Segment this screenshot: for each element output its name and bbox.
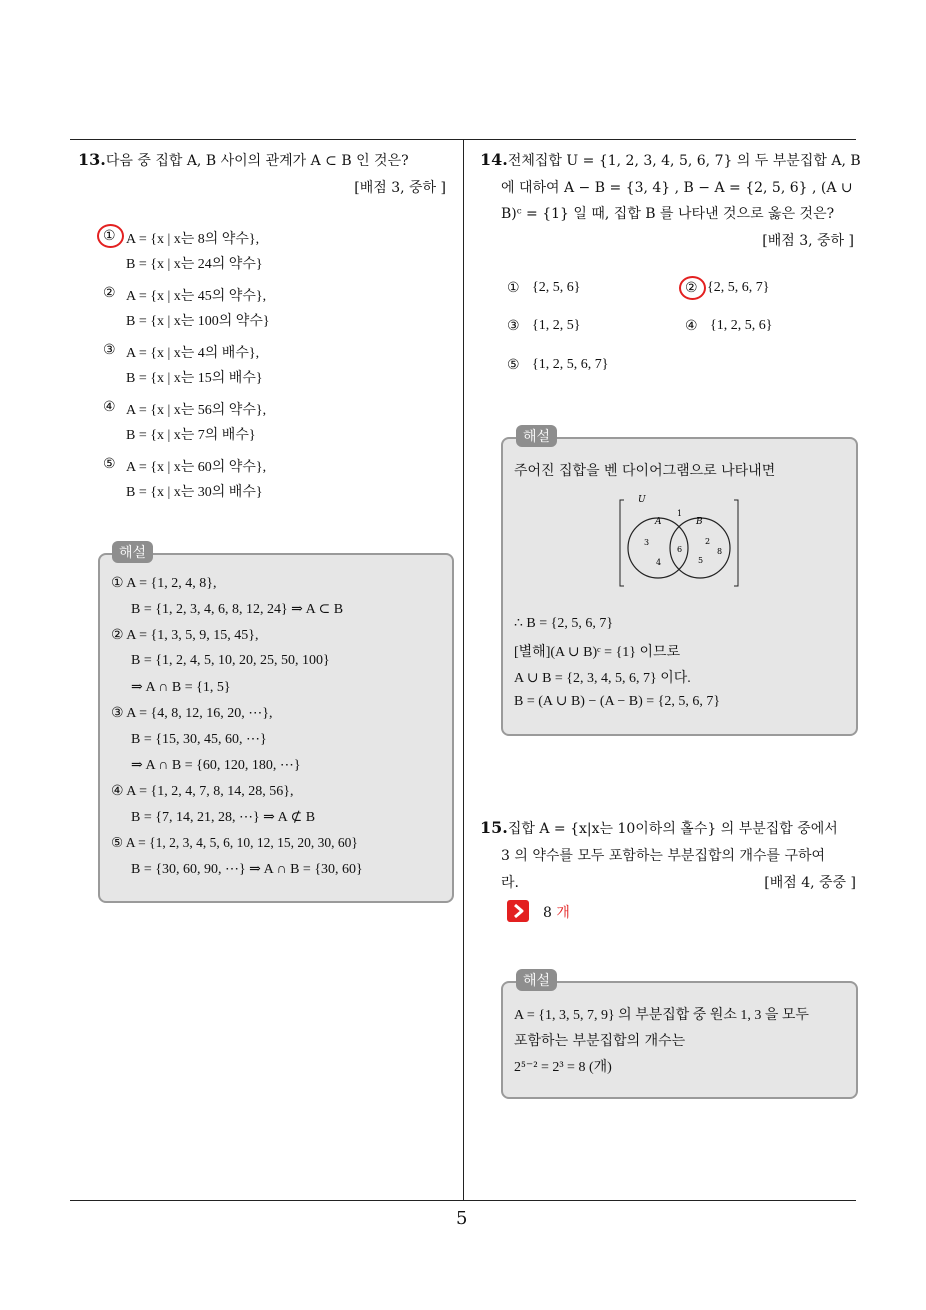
venn-universe-label: U — [638, 495, 646, 505]
explanation-line: 포함하는 부분집합의 개수는 — [514, 1033, 686, 1049]
option-mark: ④ — [685, 318, 698, 334]
question-stem: 전체집합 U = {1, 2, 3, 4, 5, 6, 7} 의 두 부분집합 A, B — [507, 153, 861, 169]
venn-only-b-element: 2 — [705, 537, 711, 546]
explanation-line: B = {1, 2, 4, 5, 10, 20, 25, 50, 100} — [131, 653, 330, 668]
option-mark: ① — [103, 228, 116, 244]
explanation-line: B = {15, 30, 45, 60, ⋯} — [131, 732, 267, 747]
explanation-line: 2⁵⁻² = 2³ = 8 (개) — [514, 1060, 612, 1075]
option-line: A = {x | x는 60의 약수}, — [126, 460, 267, 475]
explanation-tag: 해설 — [516, 969, 557, 991]
explanation-line: ① A = {1, 2, 4, 8}, — [111, 576, 217, 591]
explanation-line: ④ A = {1, 2, 4, 7, 8, 14, 28, 56}, — [111, 784, 294, 799]
explanation-line: ② A = {1, 3, 5, 9, 15, 45}, — [111, 628, 259, 643]
answer-text — [543, 902, 570, 922]
column-divider — [463, 139, 464, 1201]
option-line: B = {x | x는 24의 약수} — [126, 257, 263, 272]
explanation-line: ⑤ A = {1, 2, 3, 4, 5, 6, 10, 12, 15, 20, 30, 60} — [111, 835, 358, 850]
explanation-line: ⇒ A ∩ B = {1, 5} — [131, 680, 231, 695]
score-label: [배점 3, 중하 ] — [762, 233, 854, 249]
question-stem: 라. — [501, 875, 519, 891]
explanation-line: B = {1, 2, 3, 4, 6, 8, 12, 24} ⇒ A ⊂ B — [131, 602, 344, 617]
explanation-line: B = {7, 14, 21, 28, ⋯} ⇒ A ⊄ B — [131, 810, 316, 825]
option-text: {1, 2, 5, 6} — [710, 318, 773, 333]
explanation-tag: 해설 — [112, 541, 153, 563]
page-number: 5 — [456, 1208, 468, 1229]
explanation-line: B = {30, 60, 90, ⋯} ⇒ A ∩ B = {30, 60} — [131, 862, 363, 877]
explanation-line: 주어진 집합을 벤 다이어그램으로 나타내면 — [514, 463, 776, 479]
answer-number: 8 — [543, 905, 552, 921]
explanation-tag: 해설 — [516, 425, 557, 447]
option-text: {1, 2, 5} — [532, 318, 581, 333]
venn-set-a-label: A — [655, 517, 662, 527]
question-stem: 집합 A = {x|x는 10이하의 홀수} 의 부분집합 중에서 — [507, 821, 838, 837]
option-mark: ② — [103, 285, 116, 301]
option-line: B = {x | x는 15의 배수} — [126, 371, 263, 386]
venn-only-a-element: 3 — [644, 538, 650, 547]
explanation-line: B = (A ∪ B) − (A − B) = {2, 5, 6, 7} — [514, 694, 721, 709]
venn-only-b-element: 8 — [717, 547, 723, 556]
question-stem: 3 의 약수를 모두 포함하는 부분집합의 개수를 구하여 — [501, 848, 826, 864]
question-number: 13. — [78, 150, 106, 169]
explanation-line: ∴ B = {2, 5, 6, 7} — [514, 616, 614, 631]
option-text: {2, 5, 6, 7} — [707, 280, 770, 295]
option-mark: ④ — [103, 399, 116, 415]
option-mark: ③ — [507, 318, 520, 334]
option-mark: ⑤ — [103, 456, 116, 472]
question-number: 15. — [480, 818, 508, 837]
question-number: 14. — [480, 150, 508, 169]
explanation-line: ⇒ A ∩ B = {60, 120, 180, ⋯} — [131, 758, 301, 773]
explanation-line: A = {1, 3, 5, 7, 9} 의 부분집합 중 원소 1, 3 을 모두 — [514, 1008, 809, 1023]
explanation-line: ③ A = {4, 8, 12, 16, 20, ⋯}, — [111, 706, 273, 721]
option-text: {2, 5, 6} — [532, 280, 581, 295]
score-label: [배점 3, 중하 ] — [354, 180, 446, 196]
option-line: A = {x | x는 4의 배수}, — [126, 346, 260, 361]
option-line: B = {x | x는 7의 배수} — [126, 428, 256, 443]
explanation-line: A ∪ B = {2, 3, 4, 5, 6, 7} 이다. — [514, 671, 691, 686]
option-line: B = {x | x는 100의 약수} — [126, 314, 270, 329]
option-line: A = {x | x는 45의 약수}, — [126, 289, 267, 304]
question-stem: B)ᶜ = {1} 일 때, 집합 B 를 나타낸 것으로 옳은 것은? — [501, 206, 835, 222]
explanation-line: [별해](A ∪ B)ᶜ = {1} 이므로 — [514, 645, 681, 660]
option-text: {1, 2, 5, 6, 7} — [532, 357, 609, 372]
option-mark: ② — [685, 280, 698, 296]
score-label: [배점 4, 중중 ] — [764, 875, 856, 891]
venn-only-b-element: 5 — [698, 556, 704, 565]
venn-only-a-element: 4 — [656, 558, 662, 567]
bottom-rule — [70, 1200, 856, 1201]
option-line: A = {x | x는 56의 약수}, — [126, 403, 267, 418]
question-stem: 에 대하여 A − B = {3, 4} , B − A = {2, 5, 6} , (A ∪ — [501, 180, 853, 196]
venn-diagram — [616, 492, 742, 590]
option-line: A = {x | x는 8의 약수}, — [126, 232, 260, 247]
option-mark: ① — [507, 280, 520, 296]
venn-outside-element: 1 — [677, 509, 683, 518]
venn-set-b-label: B — [696, 517, 703, 527]
option-mark: ⑤ — [507, 357, 520, 373]
question-stem: 다음 중 집합 A, B 사이의 관계가 A ⊂ B 인 것은? — [105, 153, 409, 169]
answer-unit: 개 — [556, 905, 570, 921]
answer-arrow-icon — [507, 900, 529, 922]
venn-intersection-element: 6 — [677, 545, 683, 554]
option-mark: ③ — [103, 342, 116, 358]
option-line: B = {x | x는 30의 배수} — [126, 485, 263, 500]
